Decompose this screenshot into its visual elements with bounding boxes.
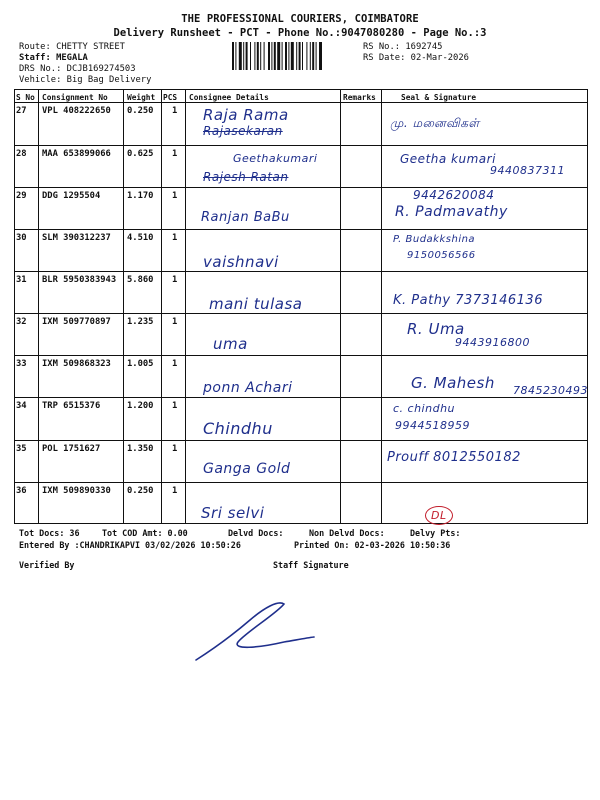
row-consignee-struck: Rajesh Ratan [203,170,289,184]
row-pcs: 1 [172,106,178,116]
row-signature-handwritten: c. chindhu [393,402,456,415]
row-weight: 1.005 [127,359,154,369]
row-weight: 1.350 [127,444,154,454]
row-pcs: 1 [172,486,178,496]
row-consignment-no: BLR 5950383943 [42,275,117,285]
verified-by-label: Verified By [19,560,75,570]
row-signature-phone: 9440837311 [490,164,565,177]
delivered-docs: Delvd Docs: [228,528,284,538]
staff-signature-label: Staff Signature [273,560,349,570]
row-consignee-handwritten: ponn Achari [203,380,293,396]
row-signature-handwritten: G. Mahesh [411,374,495,392]
row-weight: 1.235 [127,317,154,327]
row-consignment-no: POL 1751627 [42,444,101,454]
row-weight: 1.200 [127,401,154,411]
staff-signature-scribble [188,596,320,668]
row-sno: 33 [16,359,27,369]
col-header-weight: Weight [127,93,156,102]
row-sno: 30 [16,233,27,243]
dl-stamp: DL [425,506,453,525]
row-pcs: 1 [172,317,178,327]
row-consignment-no: IXM 509890330 [42,486,111,496]
row-pcs: 1 [172,275,178,285]
row-consignment-no: VPL 408222650 [42,106,111,116]
row-consignee-handwritten: vaishnavi [203,253,279,271]
row-sno: 29 [16,191,27,201]
row-signature-handwritten: Prouff 8012550182 [387,450,521,465]
vehicle-label: Vehicle: Big Bag Delivery [19,75,152,85]
row-pcs: 1 [172,401,178,411]
barcode-image [232,42,356,70]
row-sno: 32 [16,317,27,327]
row-weight: 5.860 [127,275,154,285]
row-weight: 1.170 [127,191,154,201]
runsheet-subtitle: Delivery Runsheet - PCT - Phone No.:9047080280 - Page No.:3 [113,27,487,39]
route-label: Route: CHETTY STREET [19,42,125,52]
row-consignee-handwritten: Sri selvi [201,504,265,522]
row-consignee-handwritten: Chindhu [203,419,273,438]
row-signature-handwritten: Geetha kumari [400,152,496,166]
row-consignment-no: SLM 390312237 [42,233,111,243]
row-pcs: 1 [172,444,178,454]
row-consignee-handwritten: Raja Rama [203,106,289,124]
row-pcs: 1 [172,359,178,369]
row-signature-handwritten: மு. மனைவிகள் [390,116,480,130]
row-signature-phone: 9442620084 [413,188,495,202]
row-weight: 0.625 [127,149,154,159]
rs-date: RS Date: 02-Mar-2026 [363,53,469,63]
row-consignment-no: IXM 509770897 [42,317,111,327]
col-header-consignment: Consignment No [42,93,108,102]
row-consignment-no: IXM 509868323 [42,359,111,369]
row-consignee-handwritten: Ganga Gold [203,461,291,477]
row-consignee-handwritten: Ranjan BaBu [201,210,290,225]
row-signature-handwritten: R. Uma [407,320,465,338]
col-header-pcs: PCS [163,93,178,102]
runsheet-table [14,89,588,524]
row-consignment-no: MAA 653899066 [42,149,111,159]
row-signature-phone: 9150056566 [407,250,476,261]
drs-number: DRS No.: DCJB169274503 [19,64,136,74]
company-title: THE PROFESSIONAL COURIERS, COIMBATORE [181,13,419,25]
total-docs: Tot Docs: 36 [19,528,80,538]
row-pcs: 1 [172,233,178,243]
row-pcs: 1 [172,149,178,159]
row-sno: 28 [16,149,27,159]
row-consignment-no: TRP 6515376 [42,401,101,411]
row-signature-handwritten: P. Budakkshina [393,234,476,245]
row-consignment-no: DDG 1295504 [42,191,101,201]
row-consignee-struck: Rajasekaran [203,124,283,138]
printed-on: Printed On: 02-03-2026 10:50:36 [294,540,451,550]
row-signature-phone: 7845230493 [513,384,588,397]
row-sno: 27 [16,106,27,116]
entered-by: Entered By :CHANDRIKAPVI 03/02/2026 10:50:26 [19,540,241,550]
row-consignee-handwritten: uma [213,335,248,353]
row-signature-handwritten: K. Pathy 7373146136 [393,293,543,308]
non-delivered-docs: Non Delvd Docs: [309,528,385,538]
row-sno: 34 [16,401,27,411]
row-signature-phone: 9443916800 [455,336,530,349]
total-cod-amount: Tot COD Amt: 0.00 [102,528,188,538]
col-header-seal-signature: Seal & Signature [401,93,477,102]
col-header-consignee: Consignee Details [189,93,269,102]
row-signature-handwritten: R. Padmavathy [395,204,508,220]
row-sno: 35 [16,444,27,454]
row-consignee-handwritten: mani tulasa [209,295,303,313]
col-header-remarks: Remarks [343,93,376,102]
row-weight: 0.250 [127,486,154,496]
staff-label: Staff: MEGALA [19,53,88,63]
row-consignee-handwritten: Geethakumari [233,152,318,165]
rs-number: RS No.: 1692745 [363,42,443,52]
delivery-points: Delvy Pts: [410,528,461,538]
row-sno: 36 [16,486,27,496]
row-sno: 31 [16,275,27,285]
row-pcs: 1 [172,191,178,201]
row-weight: 4.510 [127,233,154,243]
row-signature-phone: 9944518959 [395,419,470,432]
row-weight: 0.250 [127,106,154,116]
col-header-sno: S No [16,93,35,102]
